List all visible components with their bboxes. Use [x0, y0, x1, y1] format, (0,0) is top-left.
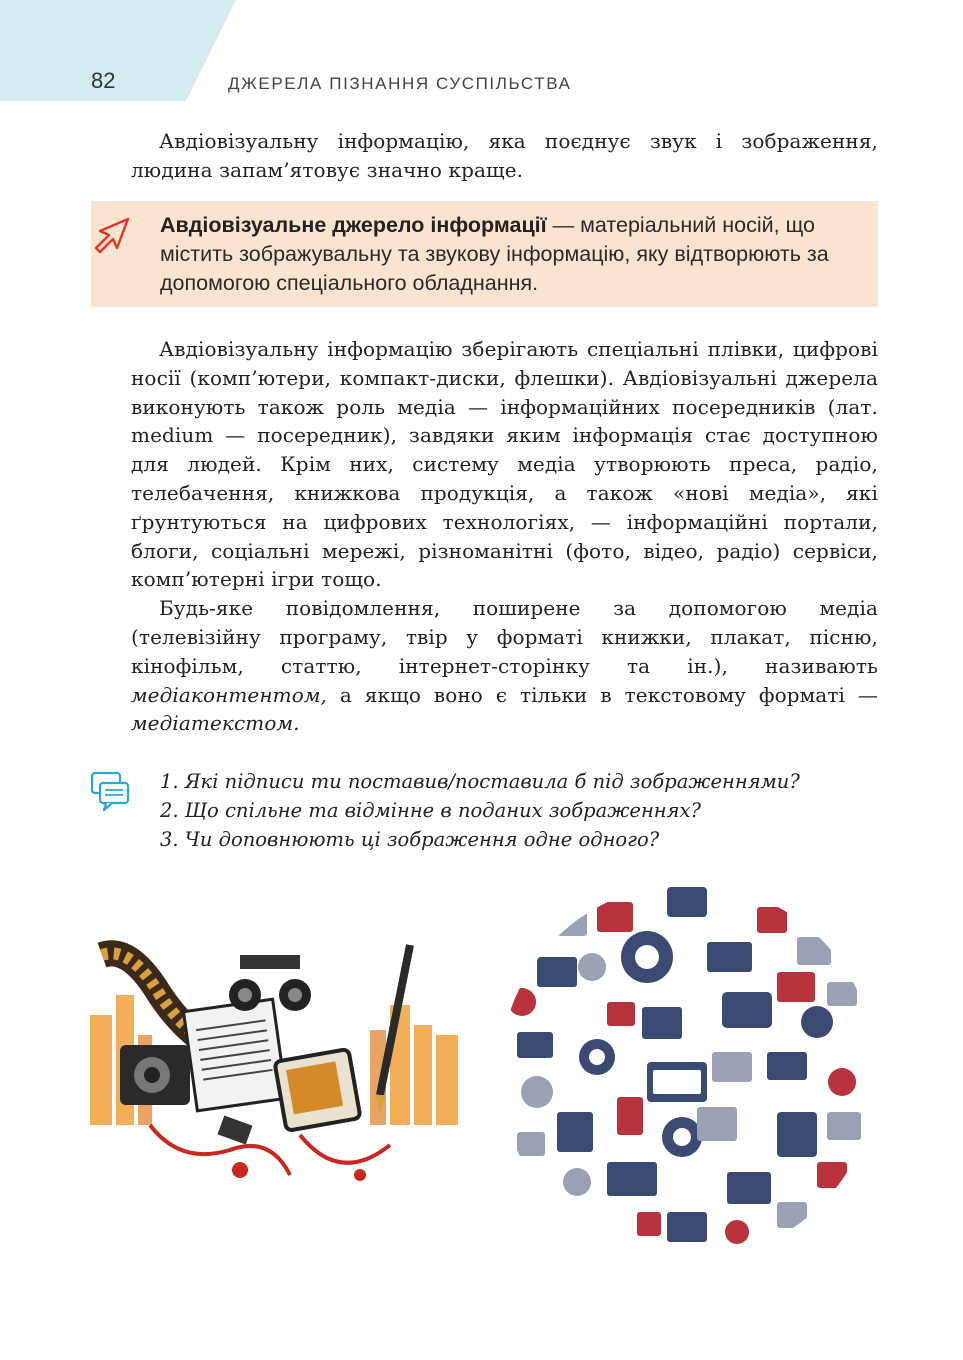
intro-paragraph: Авдіовізуальну інформацію, яка поєднує звук і зображення, людина запам’ятовує значно краще.: [131, 129, 878, 182]
page-number: 82: [91, 68, 116, 93]
arrow-cursor-icon: [92, 215, 132, 255]
questions-list: [160, 767, 900, 854]
question-3: 3. Чи доповнюють ці зображення одне одного?: [160, 828, 660, 851]
body-paragraph-2: Будь-яке повідомлення, поширене за допомогою медіа (телевізійну програму, твір у форматі книжки, плакат, пісню, кінофільм, статтю, інтернет-сторінку та ін.), називають медіаконтентом, а якщо воно є тільки в текстовому форматі — медіатекстом.: [131, 596, 878, 736]
definition-term: Авдіовізуальне джерело інформації: [160, 213, 547, 237]
question-1: 1. Які підписи ти поставив/поставила б під зображеннями?: [160, 770, 800, 793]
media-collage-illustration: [90, 935, 468, 1195]
definition-text: [160, 211, 866, 298]
media-icons-circle-illustration: [497, 882, 879, 1262]
definition-body: — матеріальний носій, що містить зображувальну та звукову інформацію, яку відтворюють за допомогою спеціального обладнання.: [160, 213, 829, 295]
term-mediatext: медіатекстом.: [131, 711, 300, 736]
term-mediacontent: медіаконтентом,: [131, 682, 327, 707]
body-text: [131, 335, 878, 738]
running-title: ДЖЕРЕЛА ПІЗНАННЯ СУСПІЛЬСТВА: [228, 74, 572, 93]
speech-bubbles-icon: [90, 770, 132, 812]
body-paragraph-1: Авдіовізуальну інформацію зберігають спеціальні плівки, цифрові носії (комп’ютери, компакт-диски, флешки). Авдіовізуальні джерела виконують також роль медіа — інформаційних посередників (лат. medium — посередник), завдяки яким інформація стає доступною для людей. Крім них, систему медіа утворюють преса, радіо, телебачення, книжкова продукція, а також «нові медіа», які ґрунтуються на цифрових технологіях, — інформаційні портали, блоги, соціальні мережі, різноманітні (фото, відео, радіо) сервіси, комп’ютерні ігри тощо.: [131, 337, 878, 592]
question-2: 2. Що спільне та відмінне в поданих зображеннях?: [160, 799, 701, 822]
